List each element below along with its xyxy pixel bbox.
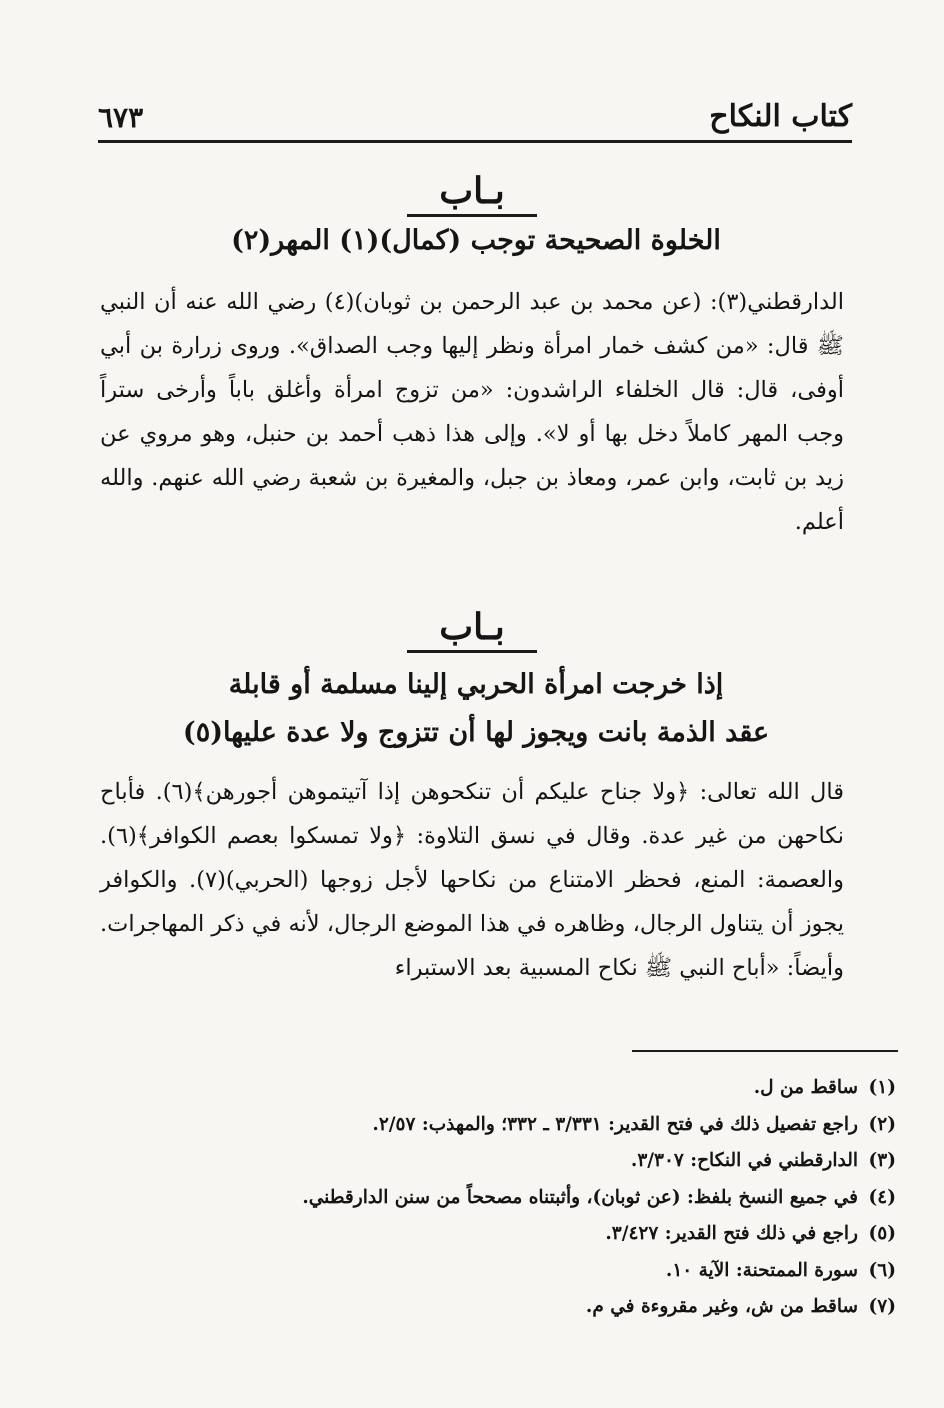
chapter-heading-line-2: عقد الذمة بانت ويجوز لها أن تتزوج ولا عدة عليها(٥) [182, 717, 770, 748]
footnote [100, 1289, 896, 1326]
footnote-text: الدارقطني في النكاح: ٣/٣٠٧. [630, 1150, 858, 1171]
footnote-text: في جميع النسخ بلفظ: (عن ثوبان)، وأثبتناه مصححاً من سنن الدارقطني. [302, 1186, 858, 1208]
footnote-number: (١) [868, 1077, 896, 1098]
footnote-number: (٧) [868, 1296, 896, 1317]
footnote-number: (٣) [868, 1150, 896, 1171]
chapter-body: قال الله تعالى: ﴿ولا جناح عليكم أن تنكحوهن إذا آتيتموهن أجورهن﴾(٦). فأباح نكاحهن من غير عدة. وقال في نسق التلاوة: ﴿ولا تمسكوا بعصم الكوافر﴾(٦). والعصمة: المنع، فحظر الامتناع من نكاحها لأجل زوجها (الحربي)(٧). والكوافر يجوز أن يتناول الرجال، وظاهره في هذا الموضع الرجال، لأنه في ذكر المهاجرات. وأيضاً: «أباح النبي ﷺ نكاح المسبية بعد الاستبراء [100, 779, 844, 981]
chapter-label-text: بـاب [407, 608, 536, 653]
chapter-heading-line-1: إذا خرجت امرأة الحربي إلينا مسلمة أو قابلة [228, 669, 724, 700]
footnote-number: (٤) [868, 1186, 896, 1208]
footnote-text: ساقط من ل. [753, 1077, 858, 1098]
footnote-text: ساقط من ش، وغير مقروءة في م. [585, 1296, 858, 1317]
footnote [100, 1107, 896, 1144]
page-number: ٦٧٣ [98, 101, 144, 134]
footnote [100, 1070, 896, 1107]
footnote-divider [632, 1050, 898, 1052]
chapter-label [0, 606, 944, 653]
footnote [100, 1253, 896, 1290]
chapter-body: الدارقطني(٣): (عن محمد بن عبد الرحمن بن ثوبان)(٤) رضي الله عنه أن النبي ﷺ قال: «من كشف خمار امرأة ونظر إليها وجب الصداق». وروى زرارة بن أبي أوفى، قال: قال الخلفاء الراشدون: «من تزوج امرأة وأغلق باباً وأرخى ستراً وجب المهر كاملاً دخل بها أو لا». وإلى هذا ذهب أحمد بن حنبل، وهو مروي عن زيد بن ثابت، وابن عمر، ومعاذ بن جبل، والمغيرة بن شعبة رضي الله عنهم. والله أعلم. [100, 289, 844, 535]
footnote-number: (٦) [868, 1259, 896, 1281]
footnote-number: (٢) [868, 1113, 896, 1135]
footnote-number: (٥) [868, 1223, 896, 1244]
footnotes [100, 1070, 896, 1326]
footnote [100, 1180, 896, 1217]
chapter-label [0, 170, 944, 217]
book-title: كتاب النكاح [709, 99, 852, 134]
footnote-text: راجع تفصيل ذلك في فتح القدير: ٣/٣٣١ ـ ٣٣٢؛ والمهذب: ٢/٥٧. [372, 1113, 858, 1135]
running-header [98, 84, 852, 143]
footnote [100, 1216, 896, 1253]
chapter-heading: الخلوة الصحيحة توجب (كمال)(١) المهر(٢) [231, 225, 721, 256]
footnote [100, 1143, 896, 1180]
footnote-text: راجع في ذلك فتح القدير: ٣/٤٢٧. [605, 1223, 858, 1244]
chapter-label-text: بـاب [407, 172, 536, 217]
footnote-text: سورة الممتحنة: الآية ١٠. [665, 1259, 858, 1281]
